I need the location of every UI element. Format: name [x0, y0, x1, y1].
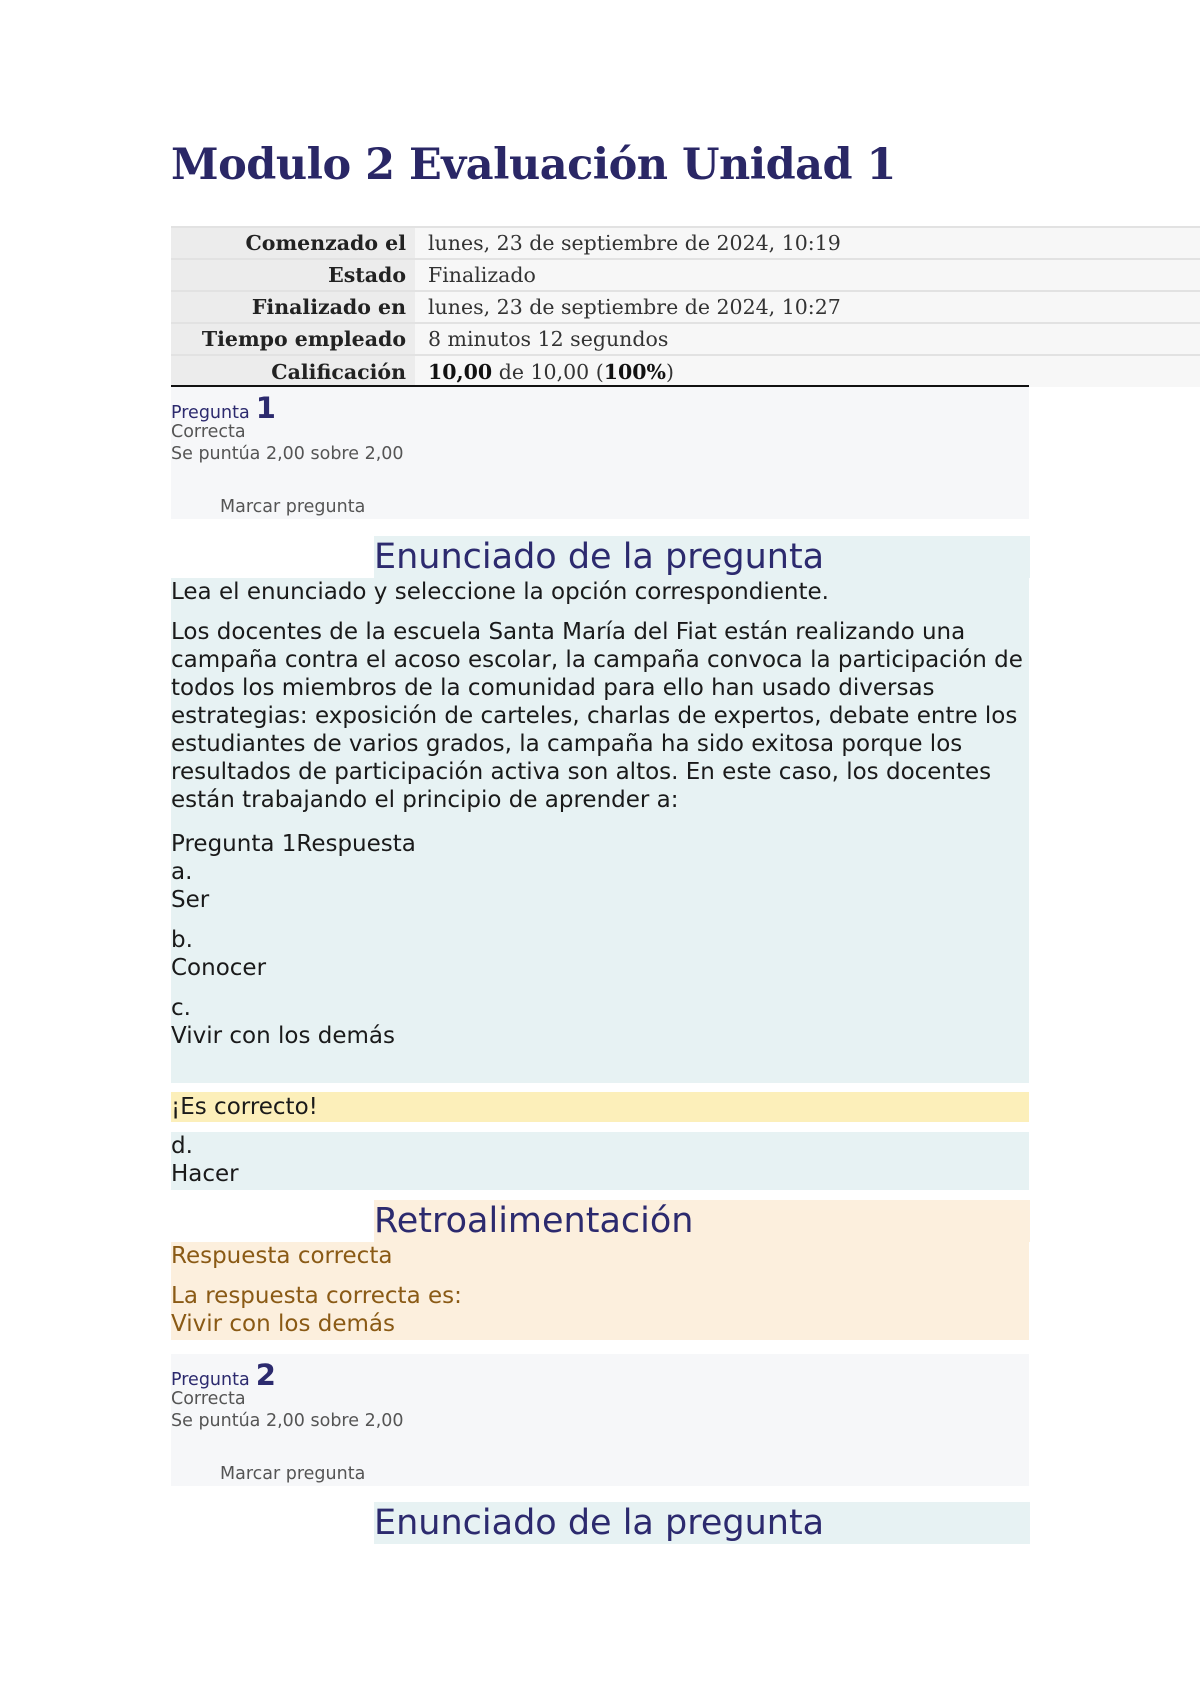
summary-value: 8 minutos 12 segundos: [415, 323, 1200, 355]
answer-option[interactable]: [171, 926, 1029, 982]
question-info-2: [171, 1354, 1029, 1486]
grade-score: 10,00: [428, 359, 493, 384]
grade-close: ): [665, 359, 674, 384]
summary-label: Calificación: [171, 355, 415, 387]
option-feedback: ¡Es correcto!: [171, 1092, 1029, 1122]
grade-out-of: de 10,00 (: [492, 359, 604, 384]
flag-question-link[interactable]: Marcar pregunta: [220, 1464, 366, 1484]
feedback-heading: Retroalimentación: [374, 1200, 1030, 1242]
option-letter: a.: [171, 859, 193, 885]
question-prefix: Pregunta: [171, 1370, 250, 1390]
flag-question-link[interactable]: Marcar pregunta: [220, 497, 366, 517]
option-text: Hacer: [171, 1161, 239, 1187]
question-state: Correcta: [171, 422, 246, 442]
summary-value: lunes, 23 de septiembre de 2024, 10:27: [415, 291, 1200, 323]
attempt-summary-table: [171, 226, 1200, 387]
answer-option[interactable]: [171, 1132, 1029, 1190]
option-text: Conocer: [171, 955, 267, 981]
question-number: [171, 1358, 276, 1392]
question-heading: Enunciado de la pregunta: [374, 536, 1030, 578]
option-letter: d.: [171, 1133, 193, 1159]
summary-value: Finalizado: [415, 259, 1200, 291]
question-grade: Se puntúa 2,00 sobre 2,00: [171, 1411, 404, 1431]
option-letter: c.: [171, 995, 191, 1021]
answer-option[interactable]: [171, 858, 1029, 914]
question-number-value: 1: [255, 391, 276, 425]
summary-row-grade: [171, 355, 1200, 387]
question-number: [171, 391, 276, 425]
summary-label: Estado: [171, 259, 415, 291]
question-number-value: 2: [255, 1358, 276, 1392]
page-title: Modulo 2 Evaluación Unidad 1: [171, 140, 896, 190]
option-text: Ser: [171, 887, 210, 913]
feedback-answer: Vivir con los demás: [171, 1311, 395, 1337]
question-grade: Se puntúa 2,00 sobre 2,00: [171, 444, 404, 464]
answer-option[interactable]: [171, 994, 1029, 1050]
summary-value: lunes, 23 de septiembre de 2024, 10:19: [415, 227, 1200, 259]
question-content-1: [171, 578, 1029, 1083]
grade-percent: 100%: [603, 359, 666, 384]
summary-row-finished: [171, 291, 1200, 323]
question-text: Los docentes de la escuela Santa María del Fiat están realizando una campaña contra el acoso escolar, la campaña convoca la participación de todos los miembros de la comunidad para ello han usado diversas estrategias: exposición de carteles, charlas de expertos, debate entre los estudiantes de varios grados, la campaña ha sido exitosa porque los resultados de participación activa son altos. En este caso, los docentes están trabajando el principio de aprender a:: [171, 619, 1023, 813]
summary-value: [415, 355, 1200, 387]
feedback-intro: La respuesta correcta es:: [171, 1283, 462, 1309]
option-letter: b.: [171, 927, 193, 953]
summary-label: Finalizado en: [171, 291, 415, 323]
summary-label: Comenzado el: [171, 227, 415, 259]
question-info-1: [171, 387, 1029, 519]
answer-label: Pregunta 1Respuesta: [171, 831, 416, 857]
feedback-title: Respuesta correcta: [171, 1243, 393, 1269]
question-prefix: Pregunta: [171, 403, 250, 423]
general-feedback: [171, 1242, 1029, 1340]
question-heading: Enunciado de la pregunta: [374, 1502, 1030, 1544]
summary-row-started: [171, 227, 1200, 259]
option-text: Vivir con los demás: [171, 1023, 395, 1049]
summary-row-time: [171, 323, 1200, 355]
question-instruction: Lea el enunciado y seleccione la opción correspondiente.: [171, 579, 829, 605]
summary-label: Tiempo empleado: [171, 323, 415, 355]
summary-row-state: [171, 259, 1200, 291]
question-state: Correcta: [171, 1389, 246, 1409]
